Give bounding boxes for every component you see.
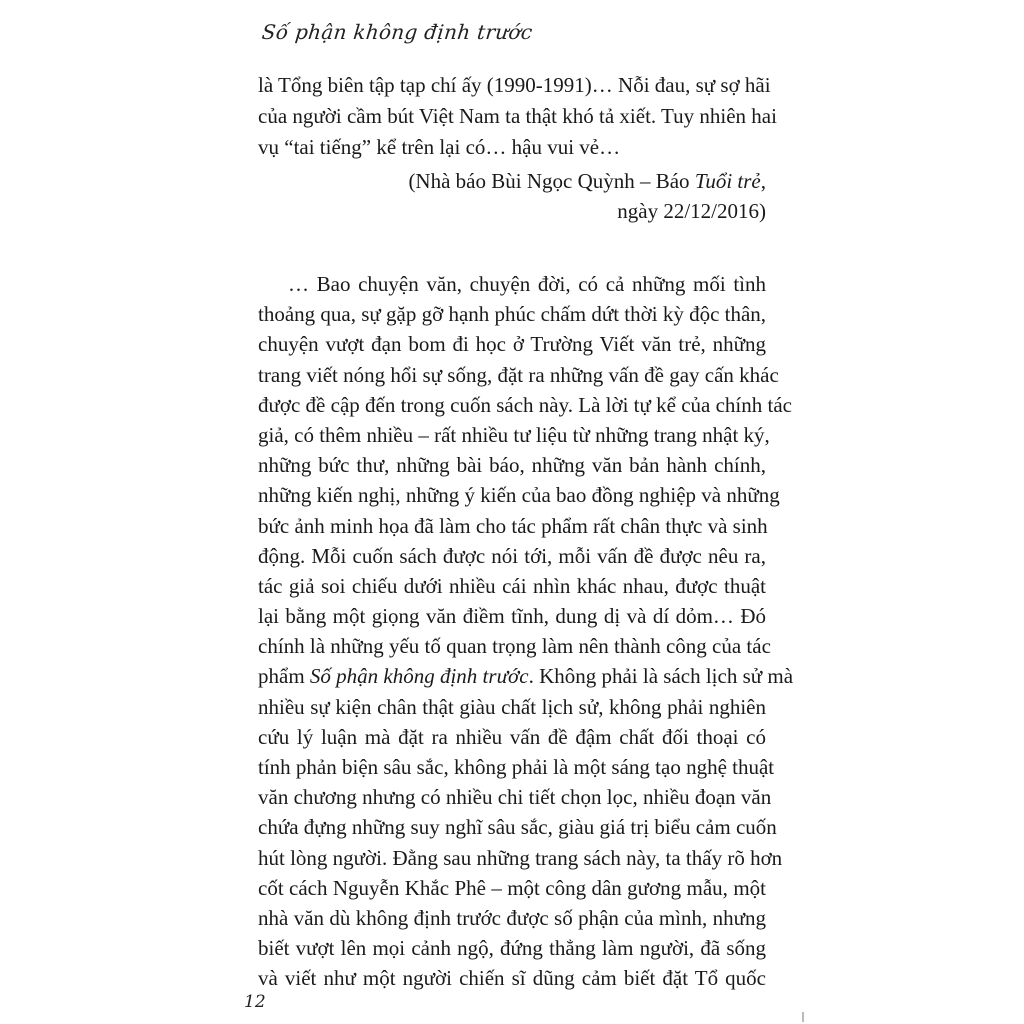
paragraph-line: nhiều sự kiện chân thật giàu chất lịch sử, không phải nghiên [258, 694, 766, 719]
paragraph-line: bức ảnh minh họa đã làm cho tác phẩm rất chân thực và sinh [258, 513, 768, 538]
paragraph-line: biết vượt lên mọi cảnh ngộ, đứng thẳng làm người, đã sống [258, 936, 766, 961]
paragraph-line: thoảng qua, sự gặp gỡ hạnh phúc chấm dứt thời kỳ độc thân, [258, 302, 767, 327]
paragraph-line: chính là những yếu tố quan trọng làm nên thành công của tác [258, 634, 771, 659]
paragraph-line: chuyện vượt đạn bom đi học ở Trường Viết văn trẻ, những [258, 332, 766, 357]
paragraph-line: … Bao chuyện văn, chuyện đời, có cả những mối tình [288, 272, 766, 296]
book-title: Số phận không định trước [309, 664, 529, 689]
paragraph-line: trang viết nóng hổi sự sống, đặt ra những vấn đề gay cấn khác [258, 362, 779, 387]
text-column [258, 70, 794, 994]
paragraph-line: những kiến nghị, những ý kiến của bao đồng nghiệp và những [258, 483, 780, 508]
book-title-prefix: phẩm [258, 664, 310, 689]
paragraph-line: giả, có thêm nhiều – rất nhiều tư liệu từ những trang nhật ký, [258, 422, 770, 447]
paragraph-line: văn chương nhưng có nhiều chi tiết chọn lọc, nhiều đoạn văn [258, 785, 772, 810]
running-header-title: Số phận không định trước [260, 20, 534, 44]
book-title-suffix: . Không phải là sách lịch sử mà [528, 664, 794, 689]
paragraph-line: cốt cách Nguyễn Khắc Phê – một công dân gương mẫu, một [258, 875, 766, 900]
intro-line: của người cầm bút Việt Nam ta thật khó tả xiết. Tuy nhiên hai [258, 104, 777, 128]
intro-line: vụ “tai tiếng” kể trên lại có… hậu vui vẻ… [258, 135, 621, 159]
paragraph-line: lại bằng một giọng văn điềm tĩnh, dung dị và dí dỏm… Đó [258, 604, 766, 629]
paragraph-line: tác giả soi chiếu dưới nhiều cái nhìn khác nhau, được thuật [258, 573, 766, 598]
paragraph-line: và viết như một người chiến sĩ dũng cảm biết đặt Tổ quốc [258, 966, 766, 991]
citation-date: ngày 22/12/2016) [617, 199, 766, 223]
paragraph-line: nhà văn dù không định trước được số phận của mình, nhưng [258, 905, 766, 930]
paragraph-line: được đề cập đến trong cuốn sách này. Là lời tự kể của chính tác [258, 392, 792, 417]
newspaper-name: Tuổi trẻ [694, 169, 761, 193]
paragraph-line-book-title [258, 661, 794, 691]
paragraph-line: động. Mỗi cuốn sách được nói tới, mỗi vấn đề được nêu ra, [258, 543, 766, 568]
citation-block [258, 166, 766, 226]
intro-line: là Tổng biên tập tạp chí ấy (1990-1991)… Nỗi đau, sự sợ hãi [258, 73, 771, 97]
citation-source-text: (Nhà báo Bùi Ngọc Quỳnh – Báo [408, 169, 695, 193]
paragraph-line: chứa đựng những suy nghĩ sâu sắc, giàu giá trị biểu cảm cuốn [258, 815, 777, 840]
page-number: 12 [244, 992, 266, 1012]
paragraph-line: cứu lý luận mà đặt ra nhiều vấn đề đậm chất đối thoại có [258, 724, 766, 749]
main-paragraph [258, 269, 794, 994]
citation-line-1 [258, 166, 766, 196]
paragraph-line: hút lòng người. Đằng sau những trang sách này, ta thấy rõ hơn [258, 845, 783, 870]
paragraph-line: tính phản biện sâu sắc, không phải là một sáng tạo nghệ thuật [258, 755, 775, 779]
intro-paragraph [258, 70, 777, 163]
page-edge-mark [802, 1012, 804, 1022]
citation-punctuation: , [760, 169, 766, 193]
paragraph-line: những bức thư, những bài báo, những văn bản hành chính, [258, 453, 766, 478]
